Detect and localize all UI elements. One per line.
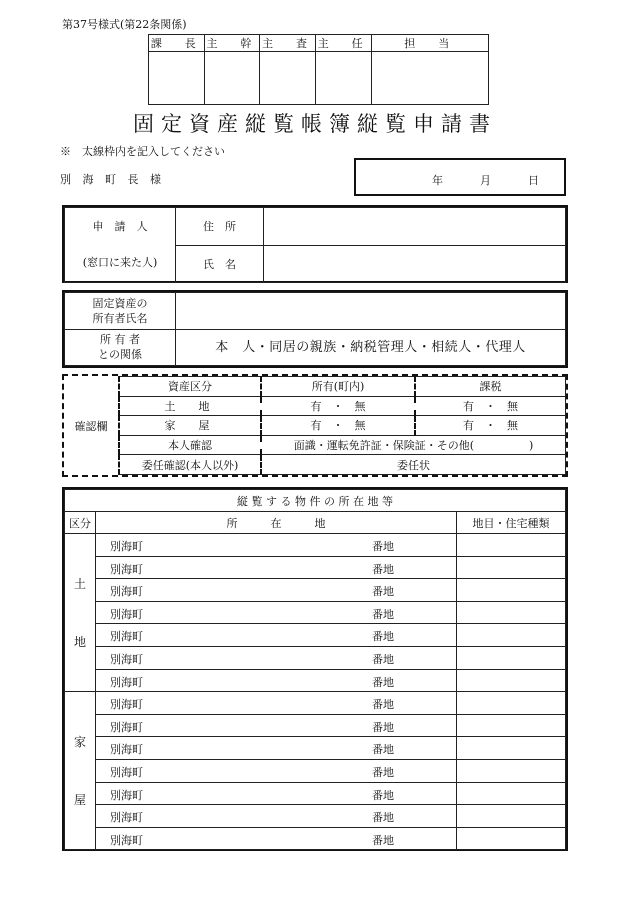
owner-name-label [65, 293, 176, 330]
relation-label-2: との関係 [98, 348, 142, 362]
town-label: 別海町 [110, 811, 143, 825]
location-column-header: 所 在 地 [96, 512, 457, 534]
approval-header: 主 査 [260, 35, 316, 52]
owner-name-label-2: 所有者氏名 [92, 311, 148, 325]
town-label: 別海町 [110, 698, 143, 712]
day-label: 日 [528, 174, 539, 187]
banchi-label: 番地 [372, 698, 394, 712]
banchi-label: 番地 [372, 540, 394, 553]
town-label: 別海町 [110, 585, 143, 599]
stamp-cell [149, 52, 205, 105]
banchi-label: 番地 [372, 765, 394, 779]
property-row [65, 692, 566, 715]
town-label: 別海町 [110, 833, 143, 847]
banchi-label: 番地 [372, 743, 394, 757]
property-heading: 縦 覧 す る 物 件 の 所 在 地 等 [65, 490, 566, 512]
type-field[interactable] [457, 624, 566, 647]
town-label: 別海町 [110, 562, 143, 576]
town-label: 別海町 [110, 675, 143, 689]
type-column-header: 地目・住宅種類 [457, 512, 566, 534]
applicant-label-sub: (窓口に来た人) [82, 256, 158, 269]
stamp-cell [315, 52, 371, 105]
town-label: 別海町 [110, 652, 143, 666]
location-field[interactable] [96, 805, 457, 828]
form-number: 第37号様式(第22条関係) [62, 18, 187, 31]
relation-label [65, 329, 176, 366]
property-row [65, 714, 566, 737]
property-row [65, 534, 566, 557]
type-field[interactable] [457, 534, 566, 557]
type-field[interactable] [457, 827, 566, 850]
banchi-label: 番地 [372, 585, 394, 599]
identity-label: 本人確認 [119, 435, 261, 455]
type-field[interactable] [457, 579, 566, 602]
stamp-cell [204, 52, 260, 105]
land-owned-choice[interactable]: 有 ・ 無 [261, 396, 415, 416]
type-field[interactable] [457, 782, 566, 805]
property-row [65, 782, 566, 805]
property-row [65, 624, 566, 647]
location-field[interactable] [96, 714, 457, 737]
category-column-header: 区分 [65, 512, 96, 534]
location-field[interactable] [96, 534, 457, 557]
relation-options[interactable]: 本 人・同居の親族・納税管理人・相続人・代理人 [176, 329, 566, 366]
year-label: 年 [432, 174, 443, 187]
banchi-label: 番地 [372, 811, 394, 825]
property-row [65, 759, 566, 782]
name-label: 氏 名 [176, 245, 264, 283]
property-row [65, 669, 566, 692]
property-row [65, 805, 566, 828]
owner-name-label-1: 固定資産の [92, 296, 148, 310]
town-label: 別海町 [110, 720, 143, 734]
banchi-label: 番地 [372, 652, 394, 666]
banchi-label: 番地 [372, 833, 394, 847]
approval-header: 主 任 [315, 35, 371, 52]
proxy-value[interactable]: 委任状 [261, 455, 566, 475]
house-owned-choice[interactable]: 有 ・ 無 [261, 416, 415, 436]
location-field[interactable] [96, 579, 457, 602]
address-field[interactable] [264, 208, 566, 246]
location-field[interactable] [96, 646, 457, 669]
location-field[interactable] [96, 669, 457, 692]
property-row [65, 827, 566, 850]
stamp-cell [260, 52, 316, 105]
approval-header: 主 幹 [204, 35, 260, 52]
applicant-section [62, 205, 568, 283]
location-field[interactable] [96, 759, 457, 782]
type-field[interactable] [457, 692, 566, 715]
property-row [65, 601, 566, 624]
type-field[interactable] [457, 737, 566, 760]
relation-label-1: 所 有 者 [100, 333, 140, 347]
type-field[interactable] [457, 759, 566, 782]
form-title: 固定資産縦覧帳簿縦覧申請書 [133, 112, 497, 136]
location-field[interactable] [96, 556, 457, 579]
owner-section [62, 290, 568, 368]
owned-header: 所有(町内) [261, 377, 415, 397]
banchi-label: 番地 [372, 788, 394, 802]
banchi-label: 番地 [372, 630, 394, 644]
address-label: 住 所 [176, 208, 264, 246]
property-row [65, 737, 566, 760]
land-category-char-2: 地 [73, 634, 86, 649]
confirmation-section [62, 374, 568, 477]
instruction-note: ※ 太線枠内を記入してください [60, 145, 225, 158]
approval-header: 担 当 [371, 35, 489, 52]
land-category-cell [65, 534, 96, 692]
house-taxed-choice[interactable]: 有 ・ 無 [415, 416, 566, 436]
approval-stamp-table [148, 34, 489, 105]
town-label: 別海町 [110, 743, 143, 757]
stamp-cell [371, 52, 489, 105]
banchi-label: 番地 [372, 562, 394, 576]
house-category: 家 屋 [119, 416, 261, 436]
date-field[interactable] [354, 158, 566, 196]
town-label: 別海町 [110, 788, 143, 802]
asset-category-header: 資産区分 [119, 377, 261, 397]
land-taxed-choice[interactable]: 有 ・ 無 [415, 396, 566, 416]
town-label: 別海町 [110, 765, 143, 779]
taxed-header: 課税 [415, 377, 566, 397]
banchi-label: 番地 [372, 675, 394, 689]
location-field[interactable] [96, 624, 457, 647]
applicant-label [65, 208, 176, 283]
location-field[interactable] [96, 692, 457, 715]
land-category-char-1: 土 [73, 576, 86, 591]
property-row [65, 579, 566, 602]
type-field[interactable] [457, 646, 566, 669]
location-field[interactable] [96, 782, 457, 805]
approval-header: 課 長 [149, 35, 205, 52]
property-row [65, 646, 566, 669]
banchi-label: 番地 [372, 607, 394, 621]
town-label: 別海町 [110, 540, 143, 553]
proxy-label: 委任確認(本人以外) [119, 455, 261, 475]
name-field[interactable] [264, 245, 566, 283]
owner-name-field[interactable] [176, 293, 566, 330]
house-category-char-2: 屋 [73, 792, 86, 807]
location-field[interactable] [96, 827, 457, 850]
house-category-cell [65, 692, 96, 850]
town-label: 別海町 [110, 607, 143, 621]
type-field[interactable] [457, 714, 566, 737]
location-field[interactable] [96, 601, 457, 624]
confirmation-label: 確認欄 [64, 377, 119, 475]
type-field[interactable] [457, 805, 566, 828]
town-label: 別海町 [110, 630, 143, 644]
applicant-label-main: 申 請 人 [92, 220, 148, 233]
type-field[interactable] [457, 556, 566, 579]
banchi-label: 番地 [372, 720, 394, 734]
location-field[interactable] [96, 737, 457, 760]
type-field[interactable] [457, 669, 566, 692]
identity-options[interactable]: 面識・運転免許証・保険証・その他( ) [261, 435, 566, 455]
land-category: 土 地 [119, 396, 261, 416]
type-field[interactable] [457, 601, 566, 624]
property-row [65, 556, 566, 579]
month-label: 月 [480, 174, 491, 187]
property-section [62, 487, 568, 851]
addressee: 別 海 町 長 様 [60, 173, 165, 186]
house-category-char-1: 家 [73, 734, 86, 749]
